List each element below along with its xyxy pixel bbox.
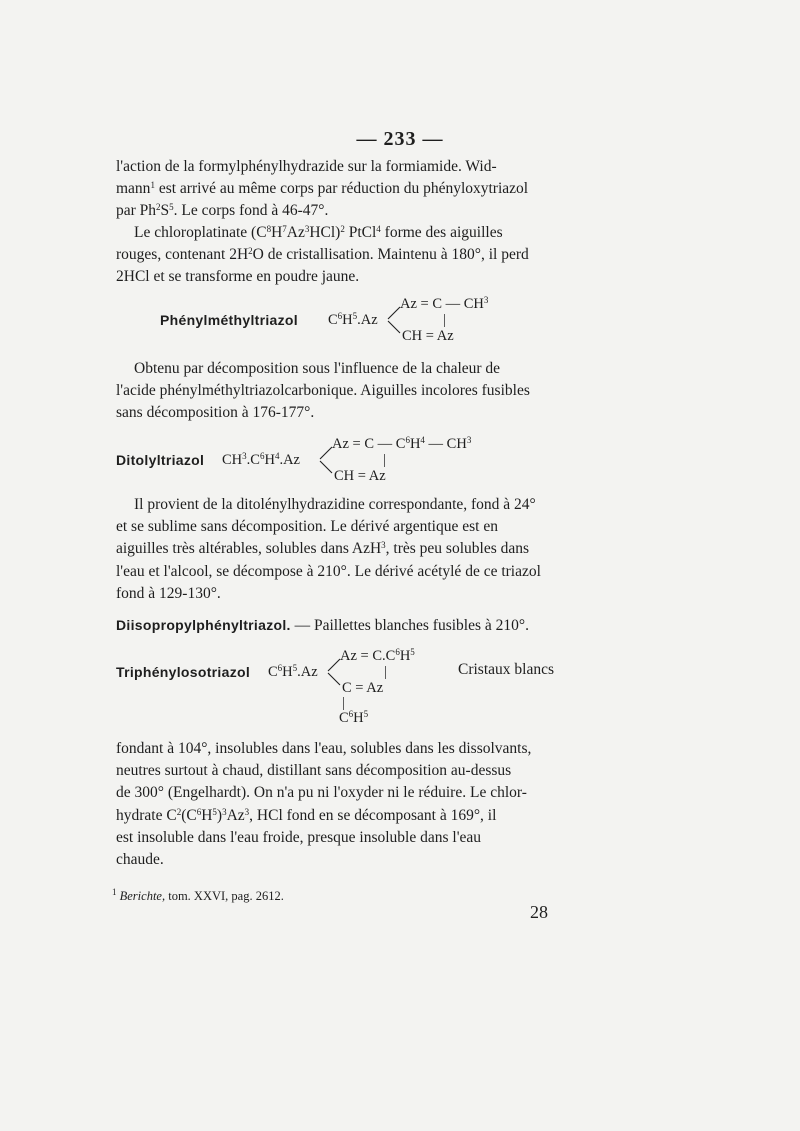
formula-bottom-row: CH = Az	[402, 328, 454, 344]
formula-triphenylosotriazol	[116, 644, 586, 728]
formula-phenylmethyltriazol	[160, 290, 560, 350]
paragraph-diisopropylphenyltriazol: Diisopropylphényltriazol. — Paillettes blanches fusibles à 210°.	[116, 617, 529, 634]
formula-core: $C^6H^5.Az$	[268, 663, 318, 680]
footnote-journal: Berichte,	[119, 889, 166, 903]
footnote-ref: 1	[150, 180, 155, 191]
paragraph-chloroplatinate: Le chloroplatinate $(C^8H^7Az^3HCl)^2$ PtCl$^4$ forme des aiguilles rouges, contenant $2H^2O$ de cristallisation. Maintenu à 180°, il perd 2HCl et se transforme en poudre jaune.	[116, 224, 529, 286]
footnote-mark: 1	[112, 887, 117, 897]
bond-bar: |	[383, 452, 386, 468]
paragraph-obtenu: Obtenu par décomposition sous l'influence de la chaleur de l'acide phénylméthyltriazolcarbonique. Aiguilles incolores fusibles sans décomposition à 176-177°.	[116, 360, 530, 422]
formula-ditolyltriazol	[116, 432, 576, 492]
signature-mark: 28	[530, 902, 548, 922]
formula-top-row: Az = C — $C^6H^4$ — $CH^3$	[332, 435, 472, 452]
formula-core: $C^6H^5.Az$	[328, 311, 378, 328]
bond-lines	[160, 290, 560, 350]
paragraph-ditolenylhydrazidine: Il provient de la ditolénylhydrazidine correspondante, fond à 24° et se sublime sans décomposition. Le dérivé argentique est en aiguilles très altérables, solubles dans AzH$^3$, très peu solubles dans l'eau et l'alcool, se décompose à 210°. Le dérivé acétylé de ce triazol fond à 129-130°.	[116, 496, 541, 602]
formula-bottom-row: $C^6H^5$	[339, 709, 369, 726]
bond-bar: |	[342, 695, 345, 711]
formula-core: $CH^3.C^6H^4.Az$	[222, 451, 300, 468]
page-number: — 233 —	[356, 128, 444, 150]
formula-middle-row: C = Az	[342, 680, 384, 696]
bond-bar: |	[443, 312, 446, 328]
paragraph-fondant: fondant à 104°, insolubles dans l'eau, solubles dans les dissolvants, neutres surtout à chaud, distillant sans décomposition au-dessus de 300° (Engelhardt). On n'a pu ni l'oxyder ni le réduire. Le chlor- hydrate $C^2(C^6H^5)^3Az^3$, HCl fond en se décomposant à 169°, il est insoluble dans l'eau froide, presque insoluble dans l'eau chaude.	[116, 740, 532, 869]
compound-name: Ditolyltriazol	[116, 452, 205, 468]
bond-bar: |	[384, 664, 387, 680]
compound-name: Phénylméthyltriazol	[160, 312, 298, 328]
footnote: $^1$ Berichte, tom. XXVI, pag. 2612.	[112, 887, 284, 903]
formula-top-row: $Az = C.C^6H^5$	[340, 647, 415, 664]
paragraph-formylphenylhydrazide: l'action de la formylphénylhydrazide sur la formiamide. Wid- mann$^1$ est arrivé au même corps par réduction du phényloxytriazol par $Ph^2S^5$. Le corps fond à 46-47°.	[116, 158, 529, 220]
formula-bottom-row: CH = Az	[334, 468, 386, 484]
formula-top-row: Az = C — $CH^3$	[400, 295, 489, 312]
compound-name: Diisopropylphényltriazol.	[116, 617, 291, 633]
side-note: Cristaux blancs	[458, 661, 554, 678]
compound-name: Triphénylosotriazol	[116, 664, 251, 680]
